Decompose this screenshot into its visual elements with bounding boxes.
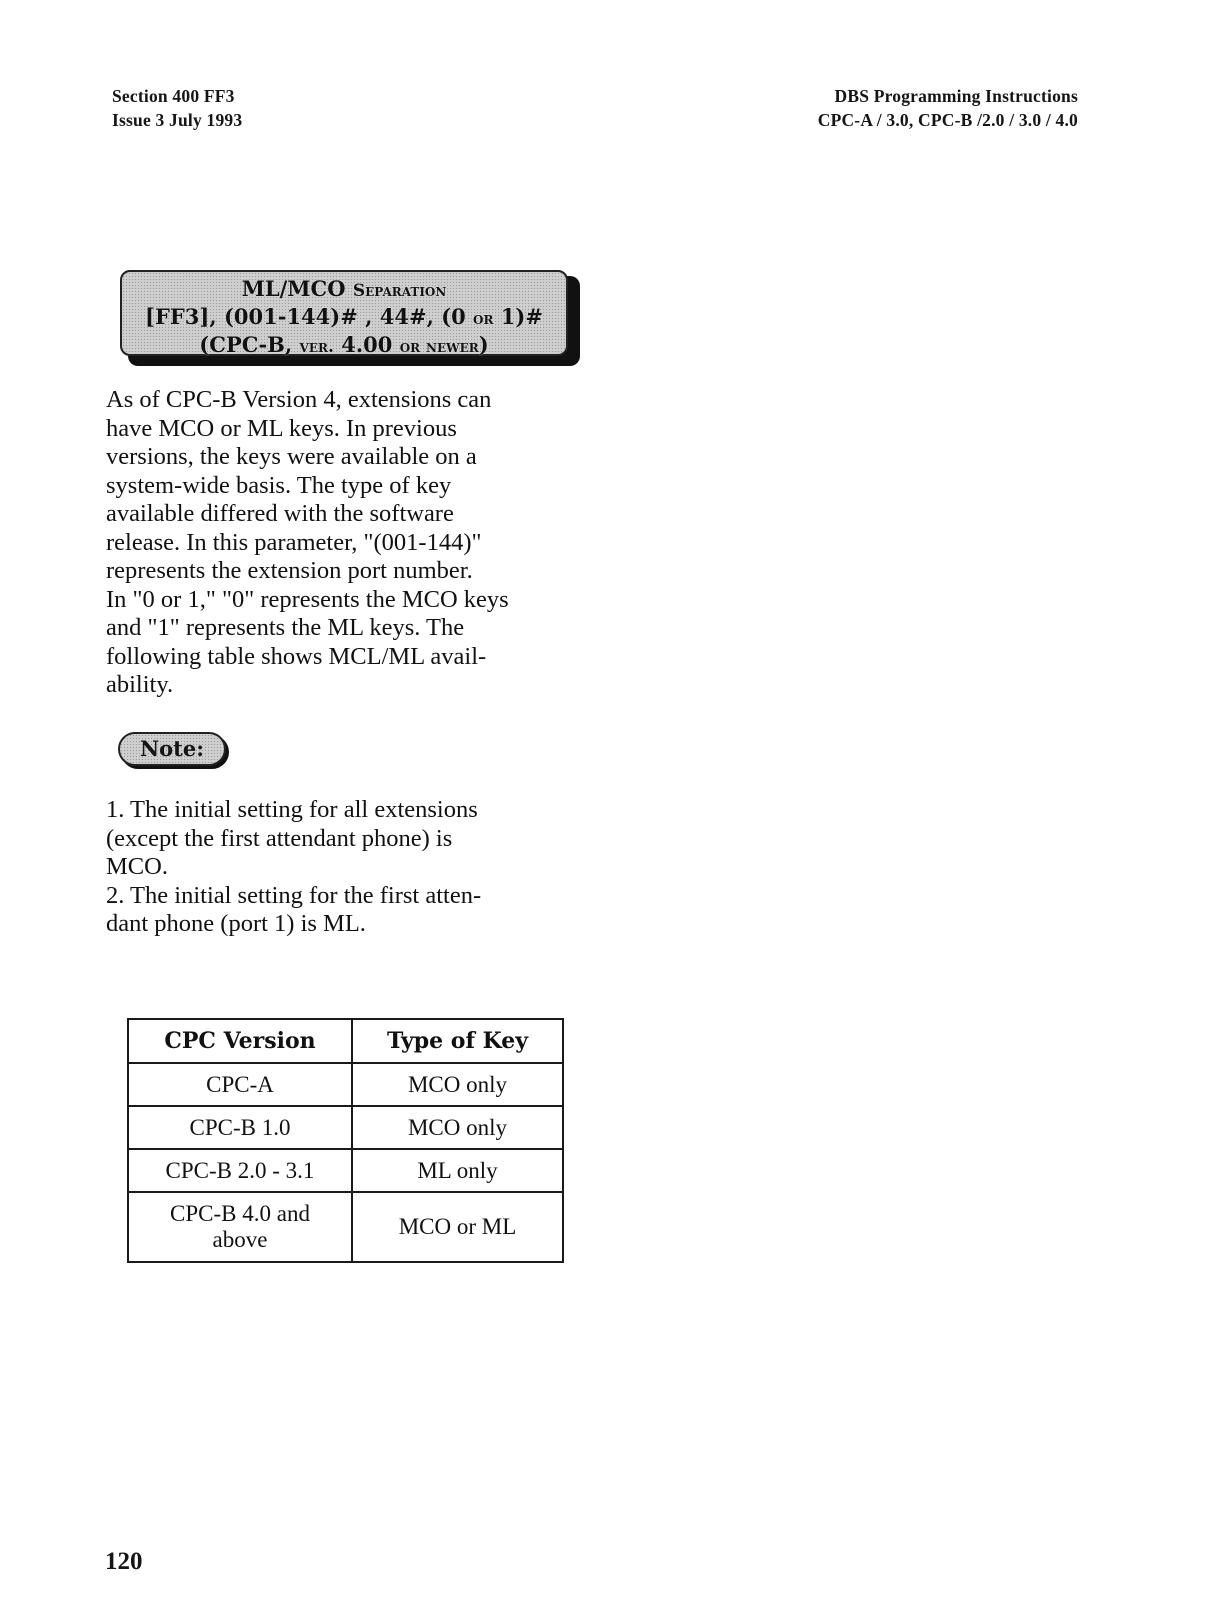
parameter-banner bbox=[120, 270, 580, 370]
banner-req-b: 4.00 bbox=[333, 332, 400, 357]
table-cell: CPC-B 2.0 - 3.1 bbox=[128, 1149, 352, 1192]
cell-line: above bbox=[212, 1227, 268, 1252]
note-line: 2. The initial setting for the first atten- bbox=[106, 881, 482, 909]
banner-box bbox=[120, 270, 568, 356]
page-number: 120 bbox=[105, 1548, 143, 1575]
table-cell: CPC-A bbox=[128, 1063, 352, 1106]
note-line: (except the first attendant phone) is bbox=[106, 824, 453, 852]
body-line: have MCO or ML keys. In previous bbox=[106, 414, 457, 442]
banner-command-b: 1)# bbox=[493, 304, 543, 329]
cell-line: CPC-B 4.0 and bbox=[170, 1201, 310, 1226]
notes-list bbox=[106, 796, 576, 939]
banner-title bbox=[122, 276, 566, 304]
note-line: dant phone (port 1) is ML. bbox=[106, 910, 366, 937]
description-paragraph bbox=[106, 386, 576, 700]
body-line: represents the extension port number. bbox=[106, 557, 473, 584]
table-cell: MCO or ML bbox=[352, 1192, 563, 1262]
table-row bbox=[128, 1192, 563, 1262]
header-cpc-version: CPC Version bbox=[128, 1019, 352, 1063]
issue-label: Issue 3 July 1993 bbox=[112, 110, 243, 130]
body-line: system-wide basis. The type of key bbox=[106, 471, 452, 499]
body-line: following table shows MCL/ML avail- bbox=[106, 642, 487, 670]
banner-req-ver: ver. bbox=[299, 337, 334, 357]
banner-req-c: ) bbox=[478, 332, 489, 357]
table-cell: CPC-B 1.0 bbox=[128, 1106, 352, 1149]
table-header-row bbox=[128, 1019, 563, 1063]
body-line: As of CPC-B Version 4, extensions can bbox=[106, 386, 492, 413]
section-label: Section 400 FF3 bbox=[112, 86, 235, 106]
table-row bbox=[128, 1063, 563, 1106]
doc-title: DBS Programming Instructions bbox=[834, 86, 1078, 106]
body-line: and "1" represents the ML keys. The bbox=[106, 614, 465, 641]
banner-req-newer: or newer bbox=[399, 337, 479, 357]
banner-title-sc: Separation bbox=[352, 281, 447, 301]
body-line: available differed with the software bbox=[106, 500, 454, 527]
body-line: release. In this parameter, "(001-144)" bbox=[106, 528, 482, 556]
body-line: In "0 or 1," "0" represents the MCO keys bbox=[106, 585, 509, 613]
banner-req-a: (CPC-B, bbox=[199, 332, 300, 357]
note-line: 1. The initial setting for all extensions bbox=[106, 796, 478, 823]
note-line: MCO. bbox=[106, 853, 168, 880]
table-cell: ML only bbox=[352, 1149, 563, 1192]
doc-versions: CPC-A / 3.0, CPC-B /2.0 / 3.0 / 4.0 bbox=[817, 110, 1078, 130]
table-cell: MCO only bbox=[352, 1106, 563, 1149]
table-cell bbox=[128, 1192, 352, 1262]
banner-command-or: or bbox=[473, 309, 494, 329]
table-cell: MCO only bbox=[352, 1063, 563, 1106]
table-row bbox=[128, 1106, 563, 1149]
header-right bbox=[818, 84, 1078, 132]
header-type-of-key: Type of Key bbox=[352, 1019, 563, 1063]
banner-command-a: [FF3], (001-144)# , 44#, (0 bbox=[145, 304, 474, 329]
body-line: versions, the keys were available on a bbox=[106, 443, 477, 470]
header-left bbox=[112, 84, 242, 132]
table-row bbox=[128, 1149, 563, 1192]
note-badge: Note: bbox=[118, 732, 226, 766]
body-line: ability. bbox=[106, 671, 174, 698]
banner-command bbox=[122, 304, 566, 332]
key-type-table bbox=[127, 1018, 564, 1263]
banner-title-main: ML/MCO bbox=[241, 276, 346, 301]
banner-requirement bbox=[122, 332, 566, 360]
